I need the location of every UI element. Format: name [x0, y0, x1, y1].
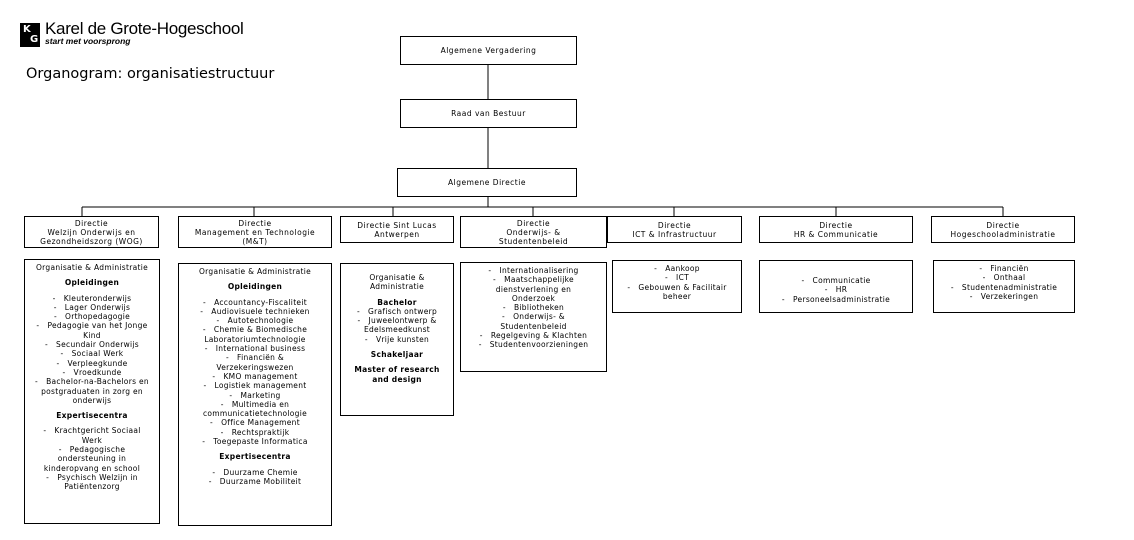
list-item: Werk — [81, 435, 103, 445]
header-line: Gezondheidszorg (WOG) — [40, 236, 143, 246]
list-item: dienstverlening en — [495, 284, 572, 294]
list-item: - Maatschappelijke — [493, 275, 574, 285]
list-item: - Chemie & Biomedische — [202, 325, 308, 335]
list-item: postgraduaten in zorg en — [41, 386, 143, 396]
section-heading: Schakeljaar — [370, 350, 424, 360]
list-item: Laboratoriumtechnologie — [204, 334, 306, 344]
list-item: - Onderwijs- & — [502, 312, 565, 322]
list-item: - Vroedkunde — [62, 367, 122, 377]
list-item: - Kleuteronderwijs — [52, 293, 132, 303]
directie-header-label — [357, 221, 436, 239]
list-item: - International business — [204, 344, 306, 354]
list-item: - Vrije kunsten — [364, 334, 430, 344]
list-item: - Lager Onderwijs — [53, 302, 131, 312]
directie-content-onderwijs-studentenbeleid — [460, 262, 607, 372]
list-item: Verzekeringswezen — [216, 362, 294, 372]
list-item: - Studentenvoorzieningen — [478, 340, 589, 350]
list-item: - Logistiek management — [203, 381, 307, 391]
section-heading: Expertisecentra — [56, 411, 128, 421]
list-item: - Duurzame Chemie — [212, 467, 298, 477]
list-item: Kind — [83, 330, 101, 340]
list-item: Organisatie & Administratie — [198, 267, 312, 276]
list-item: - Autotechnologie — [216, 316, 294, 326]
directie-header-mt — [178, 216, 332, 248]
list-item: - Duurzame Mobiliteit — [208, 476, 302, 486]
list-item: - Aankoop — [654, 264, 700, 273]
list-item: - Office Management — [210, 418, 300, 428]
box-label: Algemene Vergadering — [440, 46, 537, 55]
list-item: - Regelgeving & Klachten — [479, 331, 588, 341]
box-raad-van-bestuur — [400, 99, 577, 128]
list-item: Organisatie & — [369, 273, 425, 282]
list-item: - Pedagogische — [58, 445, 126, 455]
header-line: (M&T) — [242, 236, 268, 246]
directie-content-ict-infrastructuur — [612, 260, 742, 313]
list-item: onderwijs — [72, 395, 112, 405]
directie-content-sint-lucas — [340, 263, 454, 416]
list-item: - Bibliotheken — [502, 303, 565, 313]
header-line: Welzijn Onderwijs en — [47, 227, 136, 237]
directie-header-hogeschooladministratie — [931, 216, 1075, 243]
list-item: - HR — [824, 285, 848, 295]
directie-content-hogeschooladministratie — [933, 260, 1075, 313]
list-item: Onderzoek — [511, 293, 556, 303]
list-item: - Financiën & — [225, 353, 285, 363]
header-line: Management en Technologie — [194, 227, 316, 237]
directie-header-label — [794, 221, 878, 239]
list-item: - Marketing — [229, 390, 281, 400]
list-item: Organisatie & Administratie — [35, 263, 149, 272]
directie-header-ict-infrastructuur — [607, 216, 742, 243]
box-algemene-directie — [397, 168, 577, 197]
page-title: Organogram: organisatiestructuur — [26, 66, 275, 82]
list-item: - Toegepaste Informatica — [202, 437, 308, 447]
directie-content-hr-communicatie — [759, 260, 913, 313]
directie-header-label — [195, 219, 315, 246]
list-item: - Juweelontwerp & — [357, 316, 437, 326]
header-line: Directie — [238, 218, 272, 228]
logo-tagline: start met voorsprong — [45, 36, 131, 46]
directie-content-wog — [24, 259, 160, 524]
section-heading: Opleidingen — [64, 278, 120, 288]
list-item: - Multimedia en — [220, 399, 290, 409]
box-label: Algemene Directie — [448, 178, 526, 187]
list-item: - Verpleegkunde — [56, 358, 128, 368]
logo-name: Karel de Grote-Hogeschool — [45, 19, 244, 38]
list-item: beheer — [662, 291, 692, 301]
directie-header-label — [951, 221, 1056, 239]
list-item: - Sociaal Werk — [60, 349, 124, 359]
list-item: - Gebouwen & Facilitair — [627, 282, 727, 292]
list-item: - Krachtgericht Sociaal — [43, 426, 141, 436]
directie-header-onderwijs-studentenbeleid — [460, 216, 607, 248]
list-item: Administratie — [369, 282, 425, 292]
header-line: Directie — [986, 220, 1020, 230]
header-line: Studentenbeleid — [498, 236, 569, 246]
section-heading: and design — [372, 374, 422, 384]
box-label: Raad van Bestuur — [451, 109, 526, 118]
directie-header-hr-communicatie — [759, 216, 913, 243]
header-line: Directie Sint Lucas — [357, 220, 437, 230]
list-item: - Onthaal — [982, 273, 1026, 283]
list-item: - Financiën — [979, 264, 1029, 273]
list-item: - Communicatie — [801, 276, 871, 285]
kdg-logo-icon: K G — [20, 23, 40, 47]
directie-header-wog — [24, 216, 159, 248]
list-item: - Personeelsadministratie — [781, 294, 891, 304]
directie-content-mt — [178, 263, 332, 526]
list-item: - KMO management — [212, 371, 298, 381]
box-algemene-vergadering — [400, 36, 577, 65]
header-line: Hogeschooladministratie — [950, 229, 1056, 239]
list-item: - Psychisch Welzijn in — [46, 472, 138, 482]
directie-header-sint-lucas — [340, 216, 454, 243]
list-item: - Orthopedagogie — [53, 312, 131, 322]
list-item: - Secundair Onderwijs — [45, 340, 139, 350]
header-line: Antwerpen — [374, 229, 420, 239]
list-item: - Pedagogie van het Jonge — [36, 321, 148, 331]
list-item: - Accountancy-Fiscaliteit — [203, 297, 307, 307]
list-item: Patiëntenzorg — [64, 482, 120, 492]
list-item: communicatietechnologie — [202, 409, 308, 419]
header-line: Directie — [74, 218, 109, 228]
section-heading: Opleidingen — [227, 282, 283, 292]
list-item: Studentenbeleid — [500, 321, 567, 331]
list-item: kinderopvang en school — [43, 463, 141, 473]
section-heading: Bachelor — [377, 297, 417, 307]
list-item: - Studentenadministratie — [950, 282, 1058, 292]
header-line: Directie — [819, 220, 853, 230]
list-item: - Rechtspraktijk — [220, 427, 290, 437]
list-item: - Bachelor-na-Bachelors en — [35, 377, 149, 387]
list-item: - Internationalisering — [488, 266, 579, 275]
section-heading: Expertisecentra — [219, 452, 291, 462]
section-heading: Master of research — [354, 365, 440, 375]
directie-header-label — [632, 221, 716, 239]
list-item: - Grafisch ontwerp — [356, 306, 438, 316]
header-line: Onderwijs- & — [506, 227, 561, 237]
list-item: Edelsmeedkunst — [363, 325, 431, 335]
list-item: - ICT — [665, 273, 689, 283]
list-item: - Verzekeringen — [969, 291, 1039, 301]
directie-header-label — [40, 219, 143, 246]
list-item: - Audiovisuele technieken — [200, 306, 310, 316]
header-line: ICT & Infrastructuur — [632, 229, 717, 239]
list-item: ondersteuning in — [57, 454, 127, 464]
header-line: Directie — [516, 218, 551, 228]
header-line: HR & Communicatie — [793, 229, 879, 239]
directie-header-label — [499, 219, 568, 246]
header-line: Directie — [657, 220, 692, 230]
